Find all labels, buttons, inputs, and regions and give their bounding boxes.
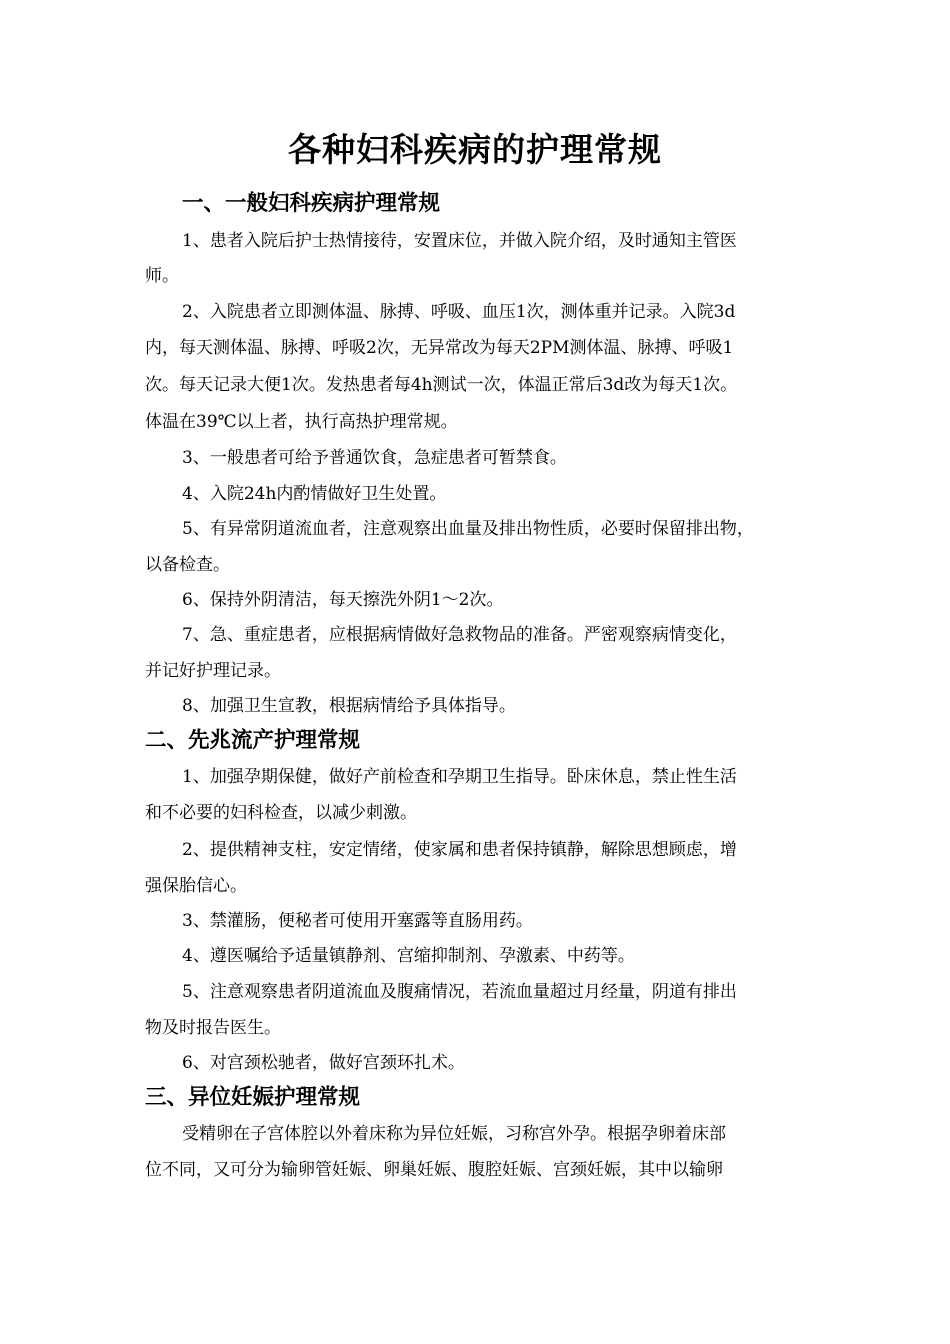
paragraph-line: 物及时报告医生。 [145,1018,281,1038]
paragraph-line: 4、遵医嘱给予适量镇静剂、宫缩抑制剂、孕激素、中药等。 [182,946,635,966]
paragraph-line: 1、加强孕期保健，做好产前检查和孕期卫生指导。卧床休息，禁止性生活 [182,767,737,787]
paragraph-line: 4、入院24h内酌情做好卫生处置。 [182,484,447,504]
paragraph-line: 2、提供精神支柱，安定情绪，使家属和患者保持镇静，解除思想顾虑，增 [182,840,737,860]
paragraph-line: 5、注意观察患者阴道流血及腹痛情况，若流血量超过月经量，阴道有排出 [182,982,737,1002]
paragraph-line: 体温在39℃以上者，执行高热护理常规。 [145,412,458,432]
paragraph-line: 师。 [145,266,179,286]
paragraph-line: 强保胎信心。 [145,876,247,896]
paragraph-line: 和不必要的妇科检查，以减少刺激。 [145,803,417,823]
paragraph-line: 8、加强卫生宣教，根据病情给予具体指导。 [182,696,516,716]
paragraph-line: 6、保持外阴清洁，每天擦洗外阴1～2次。 [182,590,504,610]
paragraph-line: 7、急、重症患者，应根据病情做好急救物品的准备。严密观察病情变化， [182,625,737,645]
paragraph-line: 位不同，又可分为输卵管妊娠、卵巢妊娠、腹腔妊娠、宫颈妊娠，其中以输卵 [145,1160,723,1180]
paragraph-line: 受精卵在子宫体腔以外着床称为异位妊娠，习称宫外孕。根据孕卵着床部 [182,1124,726,1144]
paragraph-line: 以备检查。 [145,555,230,575]
paragraph-line: 2、入院患者立即测体温、脉搏、呼吸、血压1次，测体重并记录。入院3d [182,302,736,322]
paragraph-line: 内，每天测体温、脉搏、呼吸2次，无异常改为每天2PM测体温、脉搏、呼吸1 [145,338,734,358]
paragraph-line: 并记好护理记录。 [145,661,281,681]
paragraph-line: 1、患者入院后护士热情接待，安置床位，并做入院介绍，及时通知主管医 [182,231,737,251]
section-heading-3: 三、异位妊娠护理常规 [145,1085,361,1110]
paragraph-line: 6、对宫颈松驰者，做好宫颈环扎术。 [182,1053,465,1073]
section-heading-2: 二、先兆流产护理常规 [145,728,361,753]
paragraph-line: 3、一般患者可给予普通饮食，急症患者可暂禁食。 [182,448,567,468]
paragraph-line: 3、禁灌肠，便秘者可使用开塞露等直肠用药。 [182,911,533,931]
paragraph-line: 次。每天记录大便1次。发热患者每4h测试一次，体温正常后3d改为每天1次。 [145,375,738,395]
document-title: 各种妇科疾病的护理常规 [288,130,662,169]
paragraph-line: 5、有异常阴道流血者，注意观察出血量及排出物性质，必要时保留排出物， [182,519,754,539]
section-heading-1: 一、一般妇科疾病护理常规 [182,191,441,216]
